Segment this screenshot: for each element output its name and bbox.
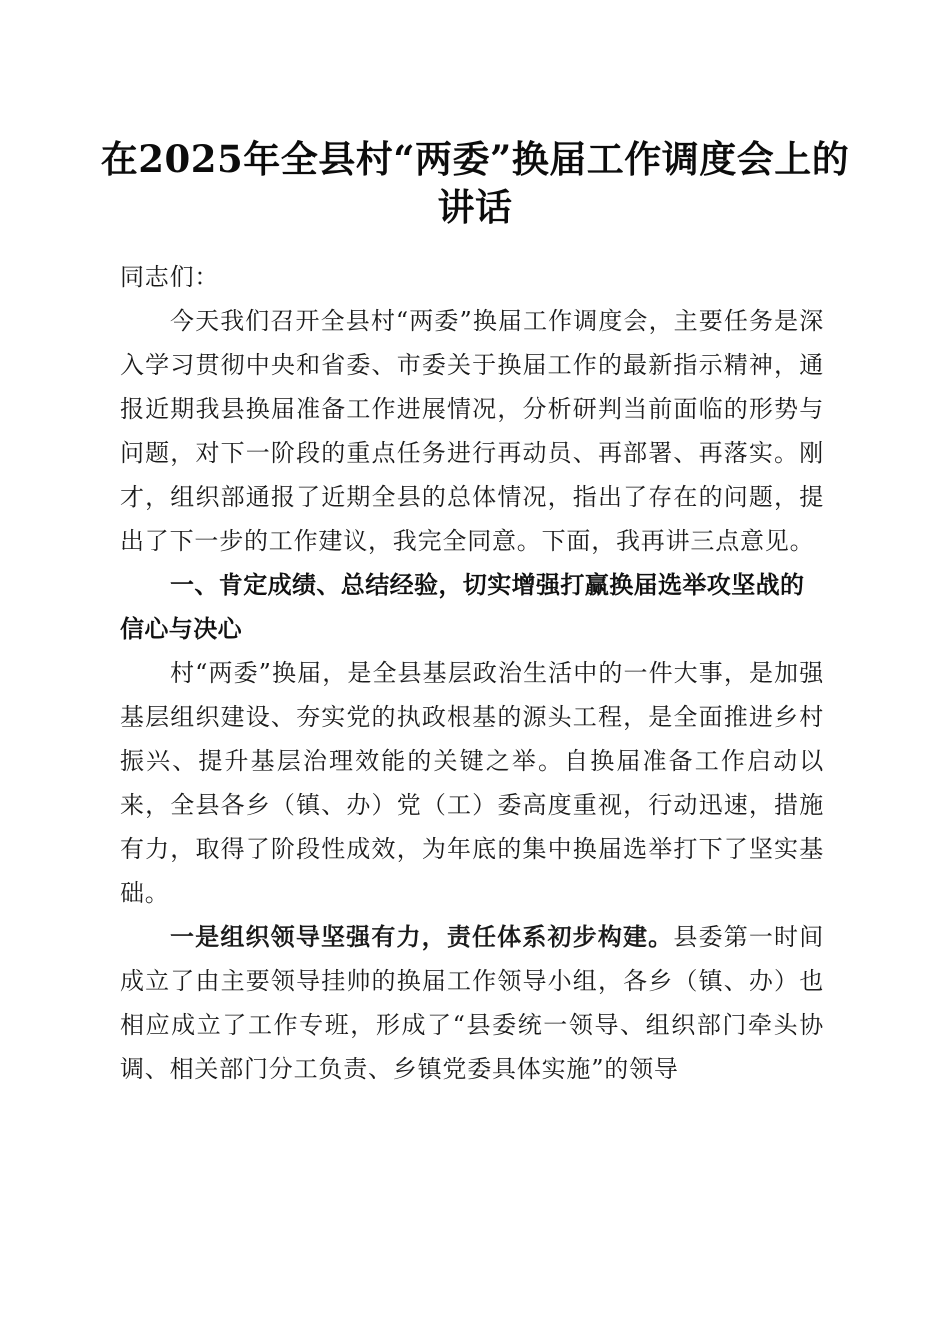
point-1-paragraph [120, 915, 824, 1091]
point-1-text: 县委第一时间成立了由主要领导挂帅的换届工作领导小组，各乡（镇、办）也相应成立了工作专班，形成了“县委统一领导、组织部门牵头协调、相关部门分工负责、乡镇党委具体实施”的领导 [120, 923, 824, 1083]
section-1-paragraph: 村“两委”换届，是全县基层政治生活中的一件大事，是加强基层组织建设、夯实党的执政根基的源头工程，是全面推进乡村振兴、提升基层治理效能的关键之举。自换届准备工作启动以来，全县各乡（镇、办）党（工）委高度重视，行动迅速，措施有力，取得了阶段性成效，为年底的集中换届选举打下了坚实基础。 [120, 659, 824, 907]
point-1-lead: 一是组织领导坚强有力，责任体系初步构建。 [170, 922, 674, 951]
document-title: 在2025年全县村“两委”换届工作调度会上的讲话 [100, 137, 850, 229]
intro-paragraph: 今天我们召开全县村“两委”换届工作调度会，主要任务是深入学习贯彻中央和省委、市委关于换届工作的最新指示精神，通报近期我县换届准备工作进展情况，分析研判当前面临的形势与问题，对下一阶段的重点任务进行再动员、再部署、再落实。刚才，组织部通报了近期全县的总体情况，指出了存在的问题，提出了下一步的工作建议，我完全同意。下面，我再讲三点意见。 [120, 307, 824, 555]
salutation: 同志们： [120, 263, 220, 291]
document-body [120, 255, 824, 1091]
section-heading-1: 一、肯定成绩、总结经验，切实增强打赢换届选举攻坚战的信心与决心 [120, 571, 805, 643]
